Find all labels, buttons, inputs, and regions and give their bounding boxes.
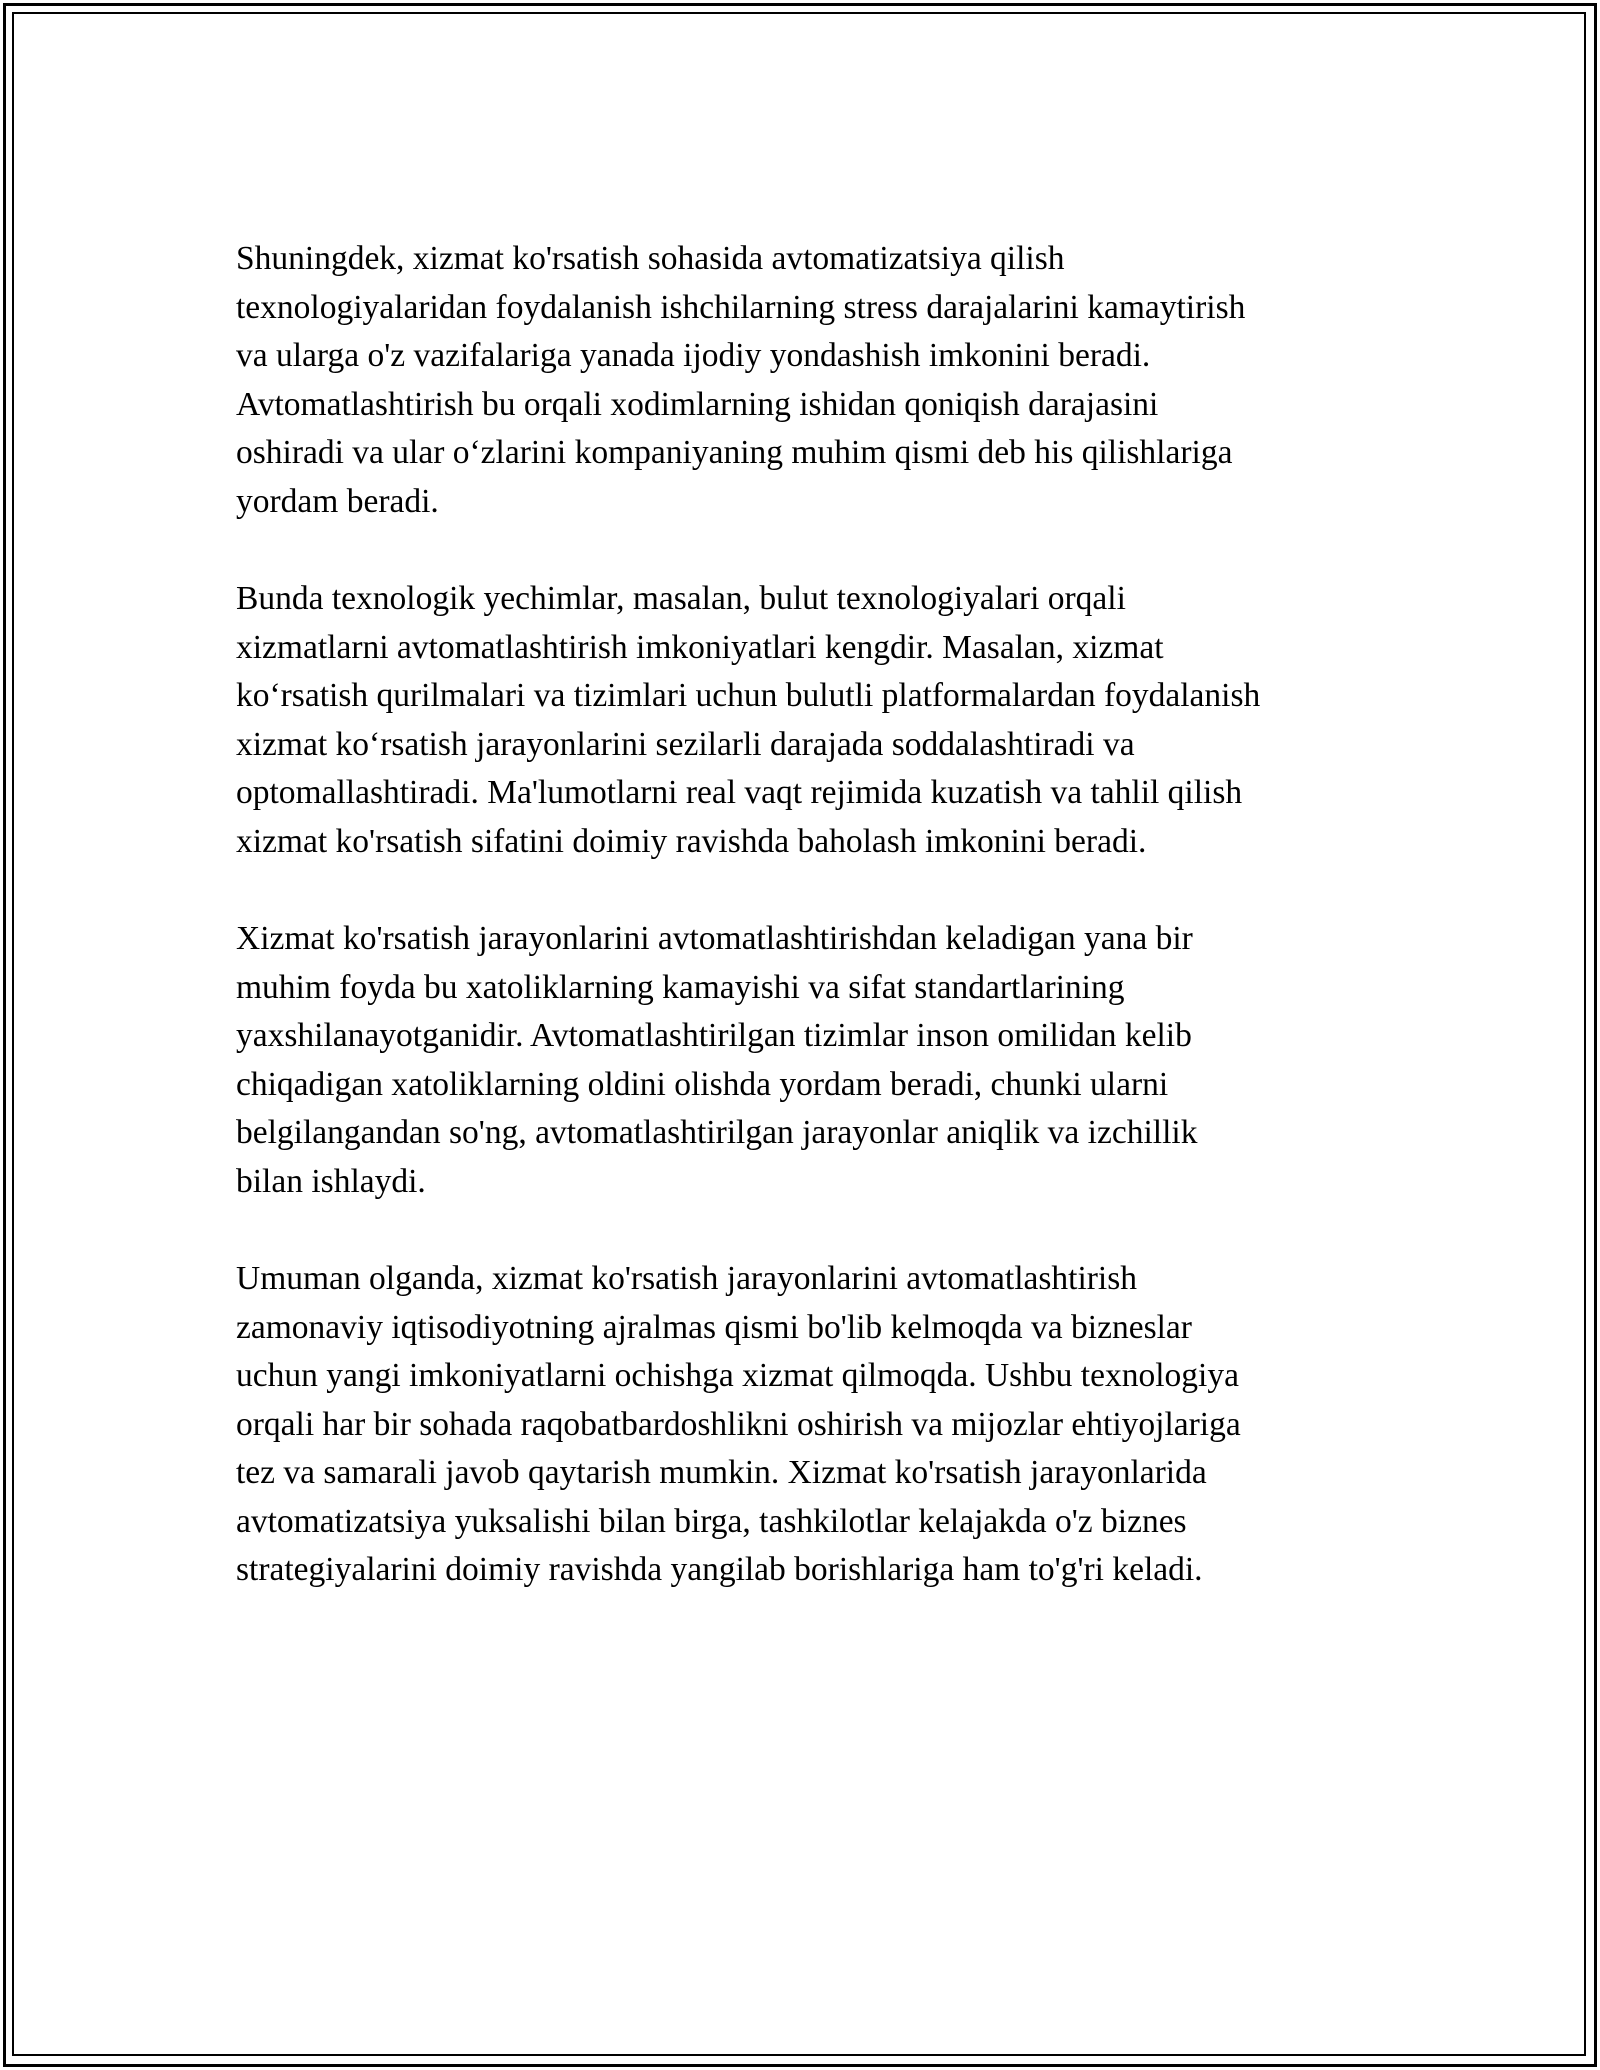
paragraph-1: Shuningdek, xizmat ko'rsatish sohasida avtomatizatsiya qilish texnologiyalaridan foydalanish ishchilarning stress darajalarini kamaytirish va ularga o'z vazifalariga yanada ijodiy yondashish imkonini beradi. Avtomatlashtirish bu orqali xodimlarning ishidan qoniqish darajasini oshiradi va ular o‘zlarini kompaniyaning muhim qismi deb his qilishlariga yordam beradi. (236, 240, 1246, 520)
document-body (236, 235, 1386, 1644)
paragraph-4: Umuman olganda, xizmat ko'rsatish jarayonlarini avtomatlashtirish zamonaviy iqtisodiyotning ajralmas qismi bo'lib kelmoqda va bizneslar uchun yangi imkoniyatlarni ochishga xizmat qilmoqda. Ushbu texnologiya orqali har bir sohada raqobatbardoshlikni oshirish va mijozlar ehtiyojlariga tez va samarali javob qaytarish mumkin. Xizmat ko'rsatish jarayonlarida avtomatizatsiya yuksalishi bilan birga, tashkilotlar kelajakda o'z biznes strategiyalarini doimiy ravishda yangilab borishlariga ham to'g'ri keladi. (236, 1260, 1241, 1588)
paragraph-2: Bunda texnologik yechimlar, masalan, bulut texnologiyalari orqali xizmatlarni avtomatlashtirish imkoniyatlari kengdir. Masalan, xizmat ko‘rsatish qurilmalari va tizimlari uchun bulutli platformalardan foydalanish xizmat ko‘rsatish jarayonlarini sezilarli darajada soddalashtiradi va optomallashtiradi. Ma'lumotlarni real vaqt rejimida kuzatish va tahlil qilish xizmat ko'rsatish sifatini doimiy ravishda baholash imkonini beradi. (236, 580, 1261, 860)
paragraph-3: Xizmat ko'rsatish jarayonlarini avtomatlashtirishdan keladigan yana bir muhim foyda bu xatoliklarning kamayishi va sifat standartlarining yaxshilanayotganidir. Avtomatlashtirilgan tizimlar inson omilidan kelib chiqadigan xatoliklarning oldini olishda yordam beradi, chunki ularni belgilangandan so'ng, avtomatlashtirilgan jarayonlar aniqlik va izchillik bilan ishlaydi. (236, 920, 1198, 1200)
